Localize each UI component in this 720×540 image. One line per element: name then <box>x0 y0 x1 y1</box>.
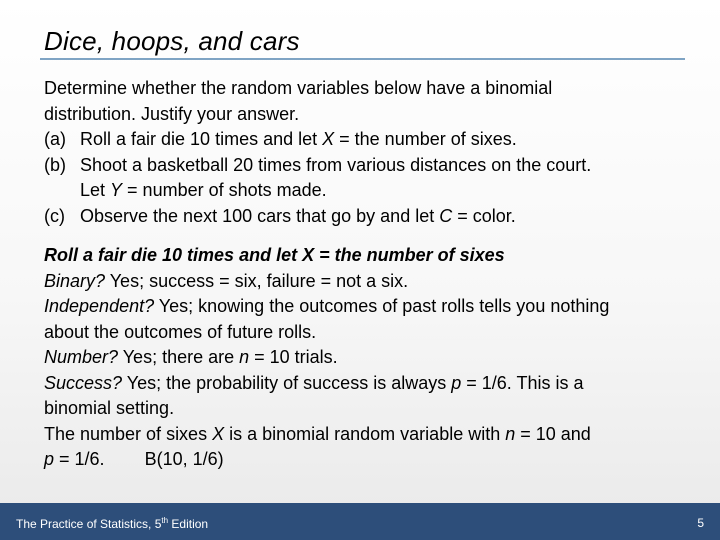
slide-content <box>44 76 684 473</box>
independent-check-cont: about the outcomes of future rolls. <box>44 321 317 342</box>
item-text: = number of shots made. <box>122 180 327 200</box>
footer-bar <box>0 503 720 540</box>
item-text: Shoot a basketball 20 times from various distances on the court. <box>80 154 592 175</box>
condition-label: Number? <box>44 347 119 367</box>
binomial-notation: B(10, 1/6) <box>144 449 224 469</box>
list-item-b <box>44 153 684 204</box>
success-check: Success? Yes; the probability of success is always p = 1/6. This is a <box>44 372 584 393</box>
slide-title: Dice, hoops, and cars <box>44 26 300 56</box>
item-text: Observe the next 100 cars that go by and let <box>80 205 440 226</box>
list-item-a <box>44 127 684 153</box>
condition-label: Binary? <box>44 270 106 291</box>
variable: X <box>302 245 315 265</box>
number-check: Number? Yes; there are n = 10 trials. <box>44 347 338 367</box>
item-label: (c) <box>44 205 65 226</box>
variable: X <box>212 423 225 444</box>
prompt-line-2: distribution. Justify your answer. <box>44 103 300 124</box>
item-text: Let <box>80 180 111 200</box>
conclusion-cont: p = 1/6. B(10, 1/6) <box>44 449 224 469</box>
conclusion: The number of sixes X is a binomial random variable with n = 10 and <box>44 423 591 444</box>
condition-label: Success? <box>44 372 123 393</box>
solution-heading: Roll a fair die 10 times and let X = the number of sixes <box>44 245 505 265</box>
variable: Y <box>110 180 123 200</box>
list-item-c <box>44 204 684 230</box>
variable: n <box>239 347 250 367</box>
item-label: (a) <box>44 129 66 149</box>
book-title: The Practice of Statistics, 5th Edition <box>16 516 209 531</box>
variable: C <box>439 205 453 226</box>
independent-check: Independent? Yes; knowing the outcomes of past rolls tells you nothing <box>44 296 610 316</box>
binary-check: Binary? Yes; success = six, failure = not a six. <box>44 270 409 291</box>
variable: X <box>322 129 335 149</box>
success-check-cont: binomial setting. <box>44 398 175 418</box>
variable: p <box>44 449 55 469</box>
variable: p <box>451 372 462 393</box>
variable: n <box>505 423 516 444</box>
prompt-line-1: Determine whether the random variables below have a binomial <box>44 78 553 98</box>
item-text: Roll a fair die 10 times and let <box>80 129 323 149</box>
page-number: 5 <box>697 516 704 530</box>
item-label: (b) <box>44 154 66 175</box>
condition-label: Independent? <box>44 296 155 316</box>
item-text: = the number of sixes. <box>334 129 517 149</box>
title-divider <box>40 58 685 60</box>
item-text: = color. <box>452 205 516 226</box>
